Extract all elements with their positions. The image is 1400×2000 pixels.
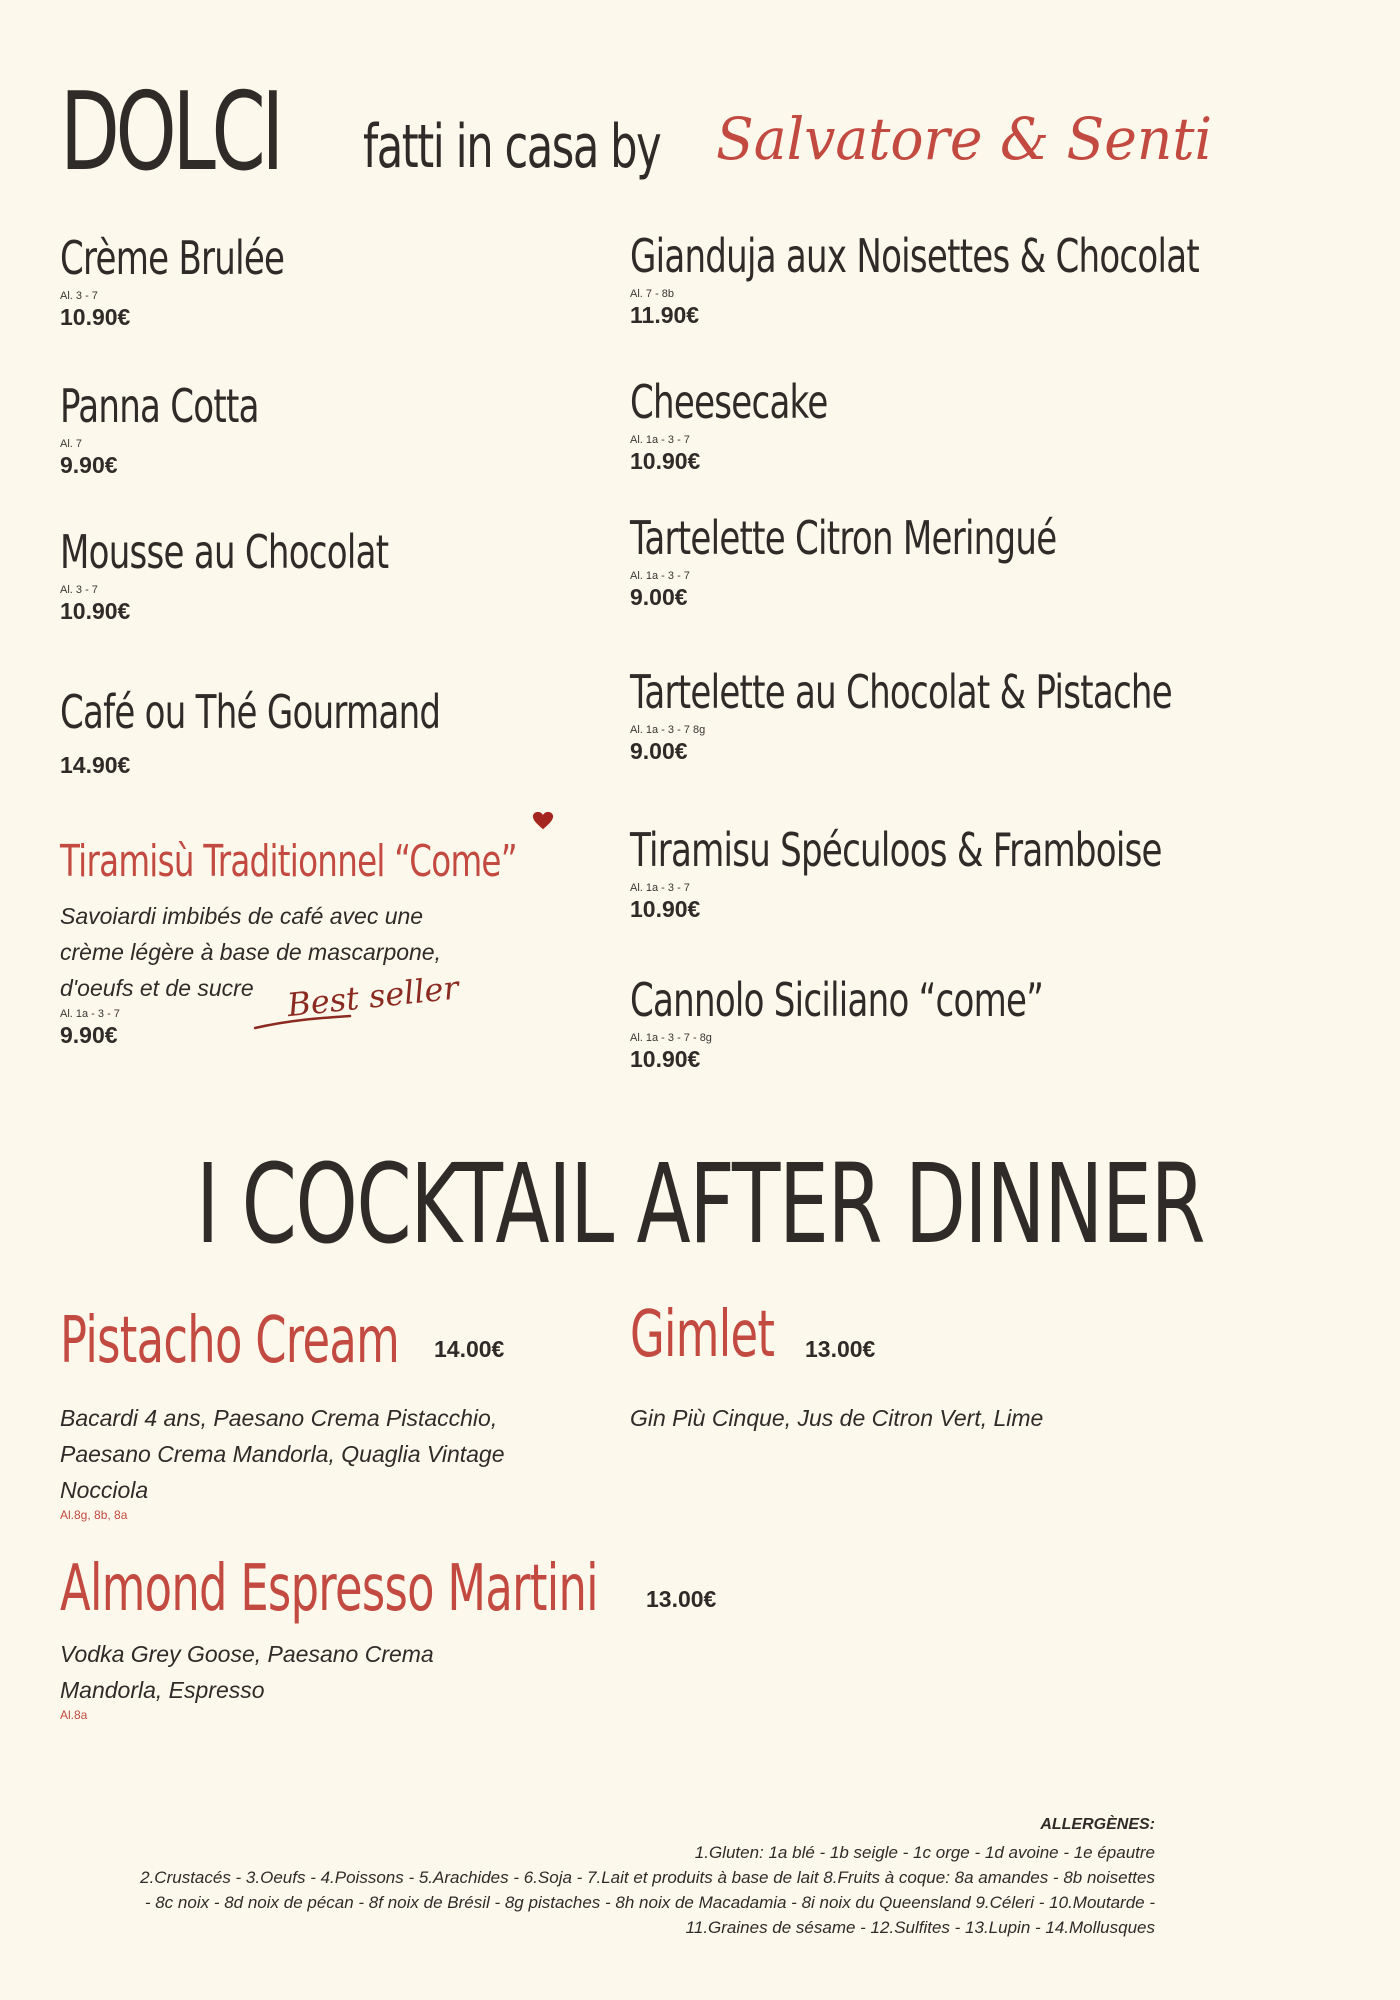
item-price: 10.90€ <box>630 448 701 474</box>
item-description: Savoiardi imbibés de café avec une crème légère à base de mascarpone, d'oeufs et de sucre <box>60 903 441 1001</box>
cocktail-item <box>60 1306 620 1522</box>
cocktail-price: 13.00€ <box>646 1586 717 1612</box>
heart-icon <box>532 810 554 832</box>
allergens-heading: ALLERGÈNES: <box>1040 1816 1155 1833</box>
item-name: Cheesecake <box>630 375 828 429</box>
item-allergens: Al. 1a - 3 - 7 8g <box>630 724 706 736</box>
cocktail-allergens: Al.8g, 8b, 8a <box>60 1508 128 1522</box>
cocktail-item <box>60 1554 820 1722</box>
item-allergens: Al. 1a - 3 - 7 <box>630 434 690 446</box>
item-price: 11.90€ <box>630 302 700 328</box>
allergens-list: 1.Gluten: 1a blé - 1b seigle - 1c orge - 1d avoine - 1e épautre 2.Crustacés - 3.Oeufs - 4.Poissons - 5.Arachides - 6.Soja - 7.Lait et produits à base de lait 8.Fruits à coque: 8a amandes - 8b noisettes - 8c noix - 8d noix de pécan - 8f noix de Brésil - 8g pistaches - 8h noix de Macadamia - 8i noix du Queensland 9.Céleri - 10.Moutarde - 11.Graines de sésame - 12.Sulfites - 13.Lupin - 14.Mollusques <box>140 1843 1155 1937</box>
item-name: Gianduja aux Noisettes & Chocolat <box>630 229 1199 283</box>
item-price: 9.00€ <box>630 738 688 764</box>
item-name: Tartelette au Chocolat & Pistache <box>630 665 1172 719</box>
item-allergens: Al. 1a - 3 - 7 <box>630 570 690 582</box>
item-price: 14.90€ <box>60 752 131 778</box>
signature-script: Salvatore & Senti <box>716 105 1213 173</box>
item-allergens: Al. 3 - 7 <box>60 584 98 596</box>
item-allergens: Al. 3 - 7 <box>60 290 98 302</box>
cocktail-name: Gimlet <box>630 1298 775 1372</box>
menu-item <box>630 666 1190 765</box>
cocktail-allergens: Al.8a <box>60 1708 88 1722</box>
menu-item <box>630 229 1199 329</box>
item-price: 10.90€ <box>630 896 701 922</box>
menu-item <box>60 380 620 479</box>
item-price: 10.90€ <box>60 598 131 624</box>
cocktail-name: Almond Espresso Martini <box>60 1552 598 1626</box>
menu-item <box>60 686 620 779</box>
cocktail-description: Bacardi 4 ans, Paesano Crema Pistacchio, Paesano Crema Mandorla, Quaglia Vintage Nocciola <box>60 1405 505 1503</box>
item-allergens: Al. 1a - 3 - 7 <box>630 882 690 894</box>
best-seller-badge <box>250 968 461 1050</box>
cocktail-description: Vodka Grey Goose, Paesano Crema Mandorla, Espresso <box>60 1641 434 1703</box>
item-allergens: Al. 7 - 8b <box>630 288 675 300</box>
item-name: Tartelette Citron Meringué <box>630 511 1057 565</box>
item-name: Crème Brulée <box>60 231 285 285</box>
section-title: I COCKTAIL AFTER DINNER <box>196 1140 1205 1268</box>
badge-text: Best seller <box>285 968 461 1025</box>
cocktail-price: 13.00€ <box>805 1336 876 1362</box>
cocktail-price: 14.00€ <box>434 1336 505 1362</box>
item-price: 9.00€ <box>630 584 688 610</box>
menu-item <box>630 376 1190 475</box>
cocktail-name: Pistacho Cream <box>60 1304 400 1378</box>
menu-item <box>630 512 1190 611</box>
menu-item <box>630 974 1190 1073</box>
menu-item <box>60 526 620 625</box>
item-price: 9.90€ <box>60 452 118 478</box>
item-name: Café ou Thé Gourmand <box>60 685 441 739</box>
item-price: 10.90€ <box>60 304 131 330</box>
item-name: Tiramisu Spéculoos & Framboise <box>630 823 1162 877</box>
item-allergens: Al. 1a - 3 - 7 <box>60 1008 120 1020</box>
page-title: DOLCI <box>60 70 281 195</box>
item-name: Cannolo Siciliano “come” <box>630 973 1044 1027</box>
menu-item <box>60 232 620 331</box>
item-price: 9.90€ <box>60 1022 118 1048</box>
page-subtitle: fatti in casa by <box>363 112 661 182</box>
item-name: Mousse au Chocolat <box>60 525 389 579</box>
item-name: Panna Cotta <box>60 379 259 433</box>
item-allergens: Al. 7 <box>60 438 83 450</box>
item-allergens: Al. 1a - 3 - 7 - 8g <box>630 1032 712 1044</box>
cocktail-item <box>630 1300 1170 1436</box>
item-price: 10.90€ <box>630 1046 701 1072</box>
cocktail-description: Gin Più Cinque, Jus de Citron Vert, Lime <box>630 1405 1044 1431</box>
item-name: Tiramisù Traditionnel “Come” <box>60 836 517 887</box>
menu-item <box>630 824 1190 923</box>
